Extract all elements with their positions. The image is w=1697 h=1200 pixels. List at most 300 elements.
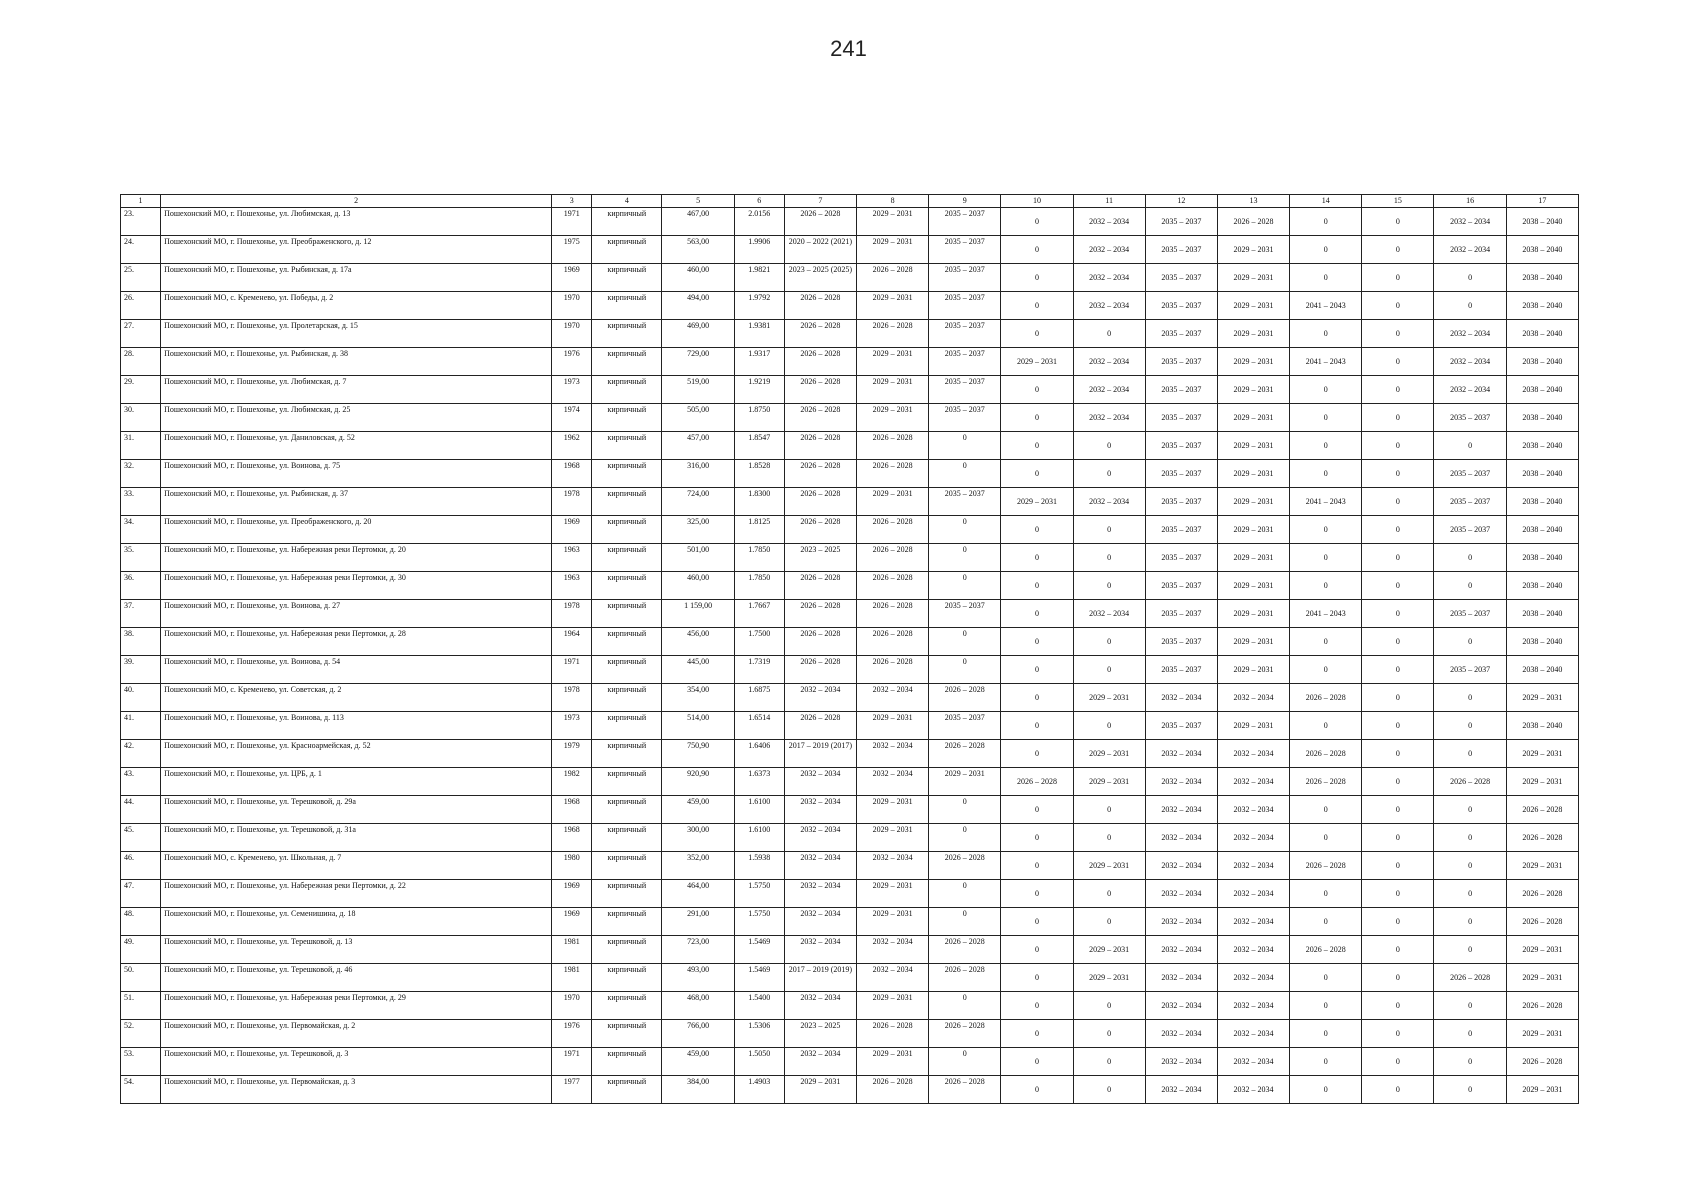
address-cell: Пошехонский МО, г. Пошехонье, ул. Любимская, д. 7 — [161, 376, 552, 404]
table-cell: 2032 – 2034 — [1073, 236, 1145, 264]
table-cell: 2041 – 2043 — [1290, 488, 1362, 516]
table-cell: 0 — [1001, 964, 1073, 992]
table-cell: 46. — [121, 852, 161, 880]
table-cell: 2026 – 2028 — [856, 432, 928, 460]
table-cell: 1.7500 — [734, 628, 784, 656]
table-cell: 1.8125 — [734, 516, 784, 544]
table-cell: 0 — [1362, 292, 1434, 320]
table-cell: 0 — [1073, 824, 1145, 852]
table-cell: 40. — [121, 684, 161, 712]
table-cell: 467,00 — [662, 208, 734, 236]
table-cell: 1.6875 — [734, 684, 784, 712]
table-cell: 1968 — [552, 460, 592, 488]
table-cell: 0 — [1001, 628, 1073, 656]
column-header: 9 — [929, 195, 1001, 208]
table-cell: 53. — [121, 1048, 161, 1076]
table-cell: 0 — [1362, 684, 1434, 712]
table-cell: 2026 – 2028 — [784, 404, 856, 432]
table-cell: 0 — [929, 796, 1001, 824]
table-row — [121, 768, 1579, 796]
table-cell: 2038 – 2040 — [1506, 488, 1578, 516]
table-cell: 519,00 — [662, 376, 734, 404]
table-row — [121, 516, 1579, 544]
table-cell: 2032 – 2034 — [1145, 880, 1217, 908]
table-cell: 2029 – 2031 — [1217, 544, 1289, 572]
table-cell: 2035 – 2037 — [1145, 292, 1217, 320]
table-cell: кирпичный — [592, 600, 662, 628]
table-cell: 2026 – 2028 — [1290, 768, 1362, 796]
table-cell: 2035 – 2037 — [1145, 376, 1217, 404]
table-cell: кирпичный — [592, 432, 662, 460]
address-cell: Пошехонский МО, г. Пошехонье, ул. Воинова, д. 54 — [161, 656, 552, 684]
table-cell: 2029 – 2031 — [1217, 264, 1289, 292]
table-cell: 2032 – 2034 — [1217, 908, 1289, 936]
table-cell: 2032 – 2034 — [1434, 208, 1506, 236]
table-cell: 0 — [1362, 376, 1434, 404]
table-cell: 1981 — [552, 964, 592, 992]
table-cell: 2032 – 2034 — [1073, 376, 1145, 404]
table-cell: 2029 – 2031 — [856, 488, 928, 516]
table-cell: 2026 – 2028 — [1506, 908, 1578, 936]
table-cell: 2035 – 2037 — [1145, 208, 1217, 236]
table-cell: 23. — [121, 208, 161, 236]
table-cell: 2035 – 2037 — [1434, 656, 1506, 684]
table-cell: 0 — [1073, 992, 1145, 1020]
table-cell: 2023 – 2025 — [784, 544, 856, 572]
table-cell: 0 — [1362, 432, 1434, 460]
table-cell: 1.7850 — [734, 544, 784, 572]
table-cell: 1.8750 — [734, 404, 784, 432]
table-cell: 2026 – 2028 — [784, 628, 856, 656]
table-cell: 1971 — [552, 1048, 592, 1076]
table-row — [121, 488, 1579, 516]
table-cell: 2032 – 2034 — [1145, 824, 1217, 852]
table-cell: 0 — [1290, 460, 1362, 488]
table-cell: 0 — [1434, 824, 1506, 852]
table-cell: 0 — [1362, 1020, 1434, 1048]
table-cell: 1.6100 — [734, 824, 784, 852]
column-header: 11 — [1073, 195, 1145, 208]
table-cell: 2029 – 2031 — [856, 1048, 928, 1076]
table-cell: 2029 – 2031 — [1506, 740, 1578, 768]
table-cell: 469,00 — [662, 320, 734, 348]
table-cell: 0 — [1362, 628, 1434, 656]
table-cell: 0 — [1362, 208, 1434, 236]
table-cell: 2026 – 2028 — [1506, 824, 1578, 852]
table-cell: 2026 – 2028 — [929, 740, 1001, 768]
table-cell: 0 — [1434, 1020, 1506, 1048]
table-cell: 2032 – 2034 — [856, 684, 928, 712]
table-cell: 501,00 — [662, 544, 734, 572]
table-cell: 2026 – 2028 — [784, 292, 856, 320]
table-cell: 316,00 — [662, 460, 734, 488]
table-cell: 457,00 — [662, 432, 734, 460]
table-cell: 1.5469 — [734, 936, 784, 964]
table-cell: 384,00 — [662, 1076, 734, 1104]
table-cell: 2029 – 2031 — [1506, 964, 1578, 992]
table-cell: 1978 — [552, 600, 592, 628]
table-cell: 2032 – 2034 — [1073, 404, 1145, 432]
table-cell: 464,00 — [662, 880, 734, 908]
table-cell: 2026 – 2028 — [1290, 852, 1362, 880]
table-cell: 2035 – 2037 — [929, 208, 1001, 236]
address-cell: Пошехонский МО, г. Пошехонье, ул. Рыбинская, д. 38 — [161, 348, 552, 376]
table-cell: 1963 — [552, 572, 592, 600]
table-row — [121, 908, 1579, 936]
table-cell: 0 — [1001, 404, 1073, 432]
table-cell: 2017 – 2019 (2017) — [784, 740, 856, 768]
table-cell: 2032 – 2034 — [1217, 880, 1289, 908]
table-cell: 0 — [1001, 992, 1073, 1020]
address-cell: Пошехонский МО, г. Пошехонье, ул. Воинова, д. 27 — [161, 600, 552, 628]
table-cell: 0 — [929, 628, 1001, 656]
table-cell: 0 — [1001, 712, 1073, 740]
table-cell: 0 — [1073, 628, 1145, 656]
table-cell: 2032 – 2034 — [1145, 684, 1217, 712]
table-cell: 2038 – 2040 — [1506, 600, 1578, 628]
table-cell: 1974 — [552, 404, 592, 432]
table-cell: кирпичный — [592, 348, 662, 376]
table-cell: 50. — [121, 964, 161, 992]
table-cell: 1.8300 — [734, 488, 784, 516]
table-cell: 1.7667 — [734, 600, 784, 628]
table-cell: 1.7319 — [734, 656, 784, 684]
column-header: 4 — [592, 195, 662, 208]
table-cell: 1.5400 — [734, 992, 784, 1020]
column-header: 6 — [734, 195, 784, 208]
table-cell: 2032 – 2034 — [784, 796, 856, 824]
table-cell: 2032 – 2034 — [1145, 740, 1217, 768]
table-cell: 1.5750 — [734, 880, 784, 908]
table-cell: 1969 — [552, 264, 592, 292]
table-cell: 2026 – 2028 — [784, 600, 856, 628]
table-cell: 2035 – 2037 — [1145, 516, 1217, 544]
table-cell: 0 — [1001, 292, 1073, 320]
table-cell: 2032 – 2034 — [784, 880, 856, 908]
table-cell: 2032 – 2034 — [784, 852, 856, 880]
table-cell: 2035 – 2037 — [1145, 488, 1217, 516]
table-cell: 2029 – 2031 — [1217, 656, 1289, 684]
table-cell: 723,00 — [662, 936, 734, 964]
table-cell: 0 — [1073, 908, 1145, 936]
table-cell: 0 — [1073, 544, 1145, 572]
table-cell: 2029 – 2031 — [1217, 628, 1289, 656]
table-cell: 0 — [1001, 236, 1073, 264]
table-cell: 2029 – 2031 — [1217, 292, 1289, 320]
table-cell: 1.9906 — [734, 236, 784, 264]
table-cell: 2026 – 2028 — [929, 1076, 1001, 1104]
table-cell: 2032 – 2034 — [1073, 600, 1145, 628]
table-cell: 0 — [1434, 1048, 1506, 1076]
table-cell: 1970 — [552, 320, 592, 348]
column-number-header-row — [121, 195, 1579, 208]
table-cell: 1978 — [552, 488, 592, 516]
table-row — [121, 572, 1579, 600]
table-cell: 2038 – 2040 — [1506, 292, 1578, 320]
table-cell: 0 — [1290, 236, 1362, 264]
table-row — [121, 348, 1579, 376]
table-cell: 1.9317 — [734, 348, 784, 376]
table-cell: 352,00 — [662, 852, 734, 880]
table-cell: 0 — [1362, 600, 1434, 628]
table-cell: 2032 – 2034 — [1217, 824, 1289, 852]
table-cell: 2029 – 2031 — [856, 824, 928, 852]
table-cell: 0 — [1001, 432, 1073, 460]
table-cell: 2029 – 2031 — [1506, 768, 1578, 796]
table-cell: 2032 – 2034 — [784, 684, 856, 712]
table-cell: 2038 – 2040 — [1506, 320, 1578, 348]
table-cell: 2029 – 2031 — [1217, 404, 1289, 432]
table-cell: 1976 — [552, 1020, 592, 1048]
table-cell: 563,00 — [662, 236, 734, 264]
table-cell: 0 — [1001, 740, 1073, 768]
table-row — [121, 628, 1579, 656]
address-cell: Пошехонский МО, г. Пошехонье, ул. Рыбинская, д. 17а — [161, 264, 552, 292]
table-cell: 2035 – 2037 — [929, 488, 1001, 516]
table-cell: 1963 — [552, 544, 592, 572]
table-cell: 0 — [1001, 852, 1073, 880]
table-cell: 0 — [1362, 404, 1434, 432]
table-cell: 2035 – 2037 — [929, 348, 1001, 376]
table-cell: 1964 — [552, 628, 592, 656]
table-row — [121, 376, 1579, 404]
table-cell: 0 — [1001, 600, 1073, 628]
table-row — [121, 1020, 1579, 1048]
table-cell: 0 — [1073, 1020, 1145, 1048]
table-cell: 459,00 — [662, 1048, 734, 1076]
table-cell: 0 — [1434, 544, 1506, 572]
table-cell: 2038 – 2040 — [1506, 208, 1578, 236]
table-cell: 0 — [1001, 908, 1073, 936]
table-cell: 2026 – 2028 — [784, 460, 856, 488]
table-cell: 51. — [121, 992, 161, 1020]
table-cell: 1.9821 — [734, 264, 784, 292]
column-header: 1 — [121, 195, 161, 208]
table-cell: 1969 — [552, 908, 592, 936]
table-cell: 33. — [121, 488, 161, 516]
table-cell: 0 — [1290, 320, 1362, 348]
table-cell: 2026 – 2028 — [856, 264, 928, 292]
table-cell: 2032 – 2034 — [856, 936, 928, 964]
address-cell: Пошехонский МО, г. Пошехонье, ул. Набережная реки Пертомки, д. 30 — [161, 572, 552, 600]
table-cell: 0 — [1290, 544, 1362, 572]
table-cell: 2032 – 2034 — [1145, 936, 1217, 964]
table-cell: 1978 — [552, 684, 592, 712]
table-cell: 1.9792 — [734, 292, 784, 320]
address-cell: Пошехонский МО, г. Пошехонье, ул. Пролетарская, д. 15 — [161, 320, 552, 348]
address-cell: Пошехонский МО, г. Пошехонье, ул. Набережная реки Пертомки, д. 20 — [161, 544, 552, 572]
table-cell: 0 — [929, 908, 1001, 936]
table-cell: кирпичный — [592, 964, 662, 992]
table-cell: 2032 – 2034 — [1434, 348, 1506, 376]
table-cell: 2032 – 2034 — [1217, 1020, 1289, 1048]
address-cell: Пошехонский МО, г. Пошехонье, ул. Воинова, д. 113 — [161, 712, 552, 740]
table-cell: 2026 – 2028 — [784, 208, 856, 236]
address-cell: Пошехонский МО, с. Кременево, ул. Победы, д. 2 — [161, 292, 552, 320]
table-cell: 0 — [1290, 376, 1362, 404]
table-cell: 2032 – 2034 — [1217, 684, 1289, 712]
table-cell: 2035 – 2037 — [1145, 572, 1217, 600]
table-cell: 0 — [1001, 880, 1073, 908]
table-cell: 2035 – 2037 — [1145, 712, 1217, 740]
table-cell: 2032 – 2034 — [856, 768, 928, 796]
table-row — [121, 936, 1579, 964]
table-cell: кирпичный — [592, 544, 662, 572]
table-cell: 0 — [1001, 320, 1073, 348]
table-cell: 2026 – 2028 — [929, 852, 1001, 880]
table-cell: 2026 – 2028 — [856, 628, 928, 656]
table-cell: 2032 – 2034 — [1145, 1020, 1217, 1048]
table-cell: кирпичный — [592, 572, 662, 600]
table-cell: 2035 – 2037 — [1145, 404, 1217, 432]
table-cell: 2029 – 2031 — [856, 712, 928, 740]
table-cell: кирпичный — [592, 936, 662, 964]
table-cell: 2026 – 2028 — [1434, 964, 1506, 992]
table-cell: 0 — [1290, 1020, 1362, 1048]
table-cell: 2035 – 2037 — [1145, 460, 1217, 488]
table-cell: 2035 – 2037 — [1145, 236, 1217, 264]
table-body — [121, 208, 1579, 1104]
table-cell: 24. — [121, 236, 161, 264]
table-cell: 2026 – 2028 — [856, 1076, 928, 1104]
table-cell: 2035 – 2037 — [929, 320, 1001, 348]
table-cell: 2035 – 2037 — [929, 292, 1001, 320]
table-cell: 0 — [1434, 796, 1506, 824]
table-cell: 49. — [121, 936, 161, 964]
table-cell: кирпичный — [592, 824, 662, 852]
column-header: 10 — [1001, 195, 1073, 208]
table-row — [121, 236, 1579, 264]
table-cell: 2029 – 2031 — [856, 908, 928, 936]
table-cell: 325,00 — [662, 516, 734, 544]
table-cell: 1970 — [552, 292, 592, 320]
table-cell: 2029 – 2031 — [856, 376, 928, 404]
column-header: 5 — [662, 195, 734, 208]
table-cell: 2029 – 2031 — [1217, 320, 1289, 348]
table-row — [121, 208, 1579, 236]
table-cell: 0 — [1073, 880, 1145, 908]
table-cell: 2026 – 2028 — [784, 488, 856, 516]
table-cell: 2029 – 2031 — [1506, 1020, 1578, 1048]
table-cell: 2035 – 2037 — [929, 712, 1001, 740]
column-header: 7 — [784, 195, 856, 208]
table-cell: 2026 – 2028 — [856, 572, 928, 600]
table-cell: 2035 – 2037 — [1434, 460, 1506, 488]
table-cell: кирпичный — [592, 320, 662, 348]
table-cell: 0 — [1290, 264, 1362, 292]
table-row — [121, 600, 1579, 628]
table-cell: 0 — [929, 656, 1001, 684]
table-cell: 26. — [121, 292, 161, 320]
table-cell: 41. — [121, 712, 161, 740]
table-cell: 2.0156 — [734, 208, 784, 236]
table-cell: 0 — [1073, 712, 1145, 740]
table-cell: 0 — [1362, 516, 1434, 544]
table-cell: 2026 – 2028 — [1290, 684, 1362, 712]
table-row — [121, 264, 1579, 292]
table-cell: 0 — [929, 1048, 1001, 1076]
table-row — [121, 796, 1579, 824]
table-cell: 0 — [1362, 796, 1434, 824]
table-cell: 0 — [1290, 1076, 1362, 1104]
address-cell: Пошехонский МО, г. Пошехонье, ул. Любимская, д. 25 — [161, 404, 552, 432]
address-cell: Пошехонский МО, г. Пошехонье, ул. Красноармейская, д. 52 — [161, 740, 552, 768]
table-cell: 2032 – 2034 — [856, 740, 928, 768]
table-cell: 2029 – 2031 — [1073, 684, 1145, 712]
table-cell: 0 — [1434, 880, 1506, 908]
table-cell: 0 — [1073, 1076, 1145, 1104]
page-number: 241 — [830, 36, 867, 61]
table-cell: 2026 – 2028 — [784, 348, 856, 376]
table-cell: 2029 – 2031 — [856, 404, 928, 432]
table-cell: 0 — [1434, 684, 1506, 712]
table-cell: 2029 – 2031 — [1073, 768, 1145, 796]
table-cell: 0 — [1001, 1020, 1073, 1048]
table-cell: 0 — [1001, 684, 1073, 712]
table-cell: 0 — [1290, 656, 1362, 684]
table-cell: 729,00 — [662, 348, 734, 376]
table-cell: 2032 – 2034 — [1145, 796, 1217, 824]
table-cell: 0 — [1434, 628, 1506, 656]
table-cell: 2032 – 2034 — [1434, 320, 1506, 348]
column-header: 16 — [1434, 195, 1506, 208]
table-cell: кирпичный — [592, 208, 662, 236]
table-cell: 2026 – 2028 — [856, 516, 928, 544]
table-cell: 2032 – 2034 — [784, 908, 856, 936]
address-cell: Пошехонский МО, г. Пошехонье, ул. Преображенского, д. 20 — [161, 516, 552, 544]
table-cell: кирпичный — [592, 740, 662, 768]
table-cell: 1.9219 — [734, 376, 784, 404]
table-cell: 0 — [1434, 908, 1506, 936]
table-cell: 0 — [1073, 1048, 1145, 1076]
table-cell: 2029 – 2031 — [856, 992, 928, 1020]
table-row — [121, 712, 1579, 740]
table-cell: 2026 – 2028 — [1506, 1048, 1578, 1076]
table-cell: 2038 – 2040 — [1506, 516, 1578, 544]
table-cell: кирпичный — [592, 236, 662, 264]
table-cell: 2029 – 2031 — [1073, 852, 1145, 880]
table-cell: 2035 – 2037 — [929, 264, 1001, 292]
table-cell: кирпичный — [592, 404, 662, 432]
table-cell: кирпичный — [592, 1048, 662, 1076]
table-cell: 2023 – 2025 — [784, 1020, 856, 1048]
table-cell: 2038 – 2040 — [1506, 432, 1578, 460]
table-cell: 2026 – 2028 — [784, 432, 856, 460]
table-cell: 2026 – 2028 — [856, 544, 928, 572]
table-cell: 2029 – 2031 — [1217, 572, 1289, 600]
table-cell: 0 — [1001, 208, 1073, 236]
address-cell: Пошехонский МО, г. Пошехонье, ул. Преображенского, д. 12 — [161, 236, 552, 264]
table-cell: 2026 – 2028 — [1290, 740, 1362, 768]
table-cell: 1979 — [552, 740, 592, 768]
table-cell: 1968 — [552, 824, 592, 852]
table-cell: 2029 – 2031 — [1073, 936, 1145, 964]
table-cell: 1969 — [552, 516, 592, 544]
table-cell: 2032 – 2034 — [784, 992, 856, 1020]
table-cell: 2032 – 2034 — [1145, 852, 1217, 880]
table-cell: кирпичный — [592, 376, 662, 404]
table-cell: 43. — [121, 768, 161, 796]
table-cell: 2026 – 2028 — [1290, 936, 1362, 964]
table-cell: 0 — [1362, 656, 1434, 684]
table-cell: 2035 – 2037 — [1145, 628, 1217, 656]
table-cell: 2032 – 2034 — [1217, 796, 1289, 824]
address-cell: Пошехонский МО, г. Пошехонье, ул. Терешковой, д. 13 — [161, 936, 552, 964]
table-cell: 0 — [1434, 992, 1506, 1020]
table-cell: 1970 — [552, 992, 592, 1020]
table-cell: 2029 – 2031 — [1217, 460, 1289, 488]
table-cell: кирпичный — [592, 488, 662, 516]
